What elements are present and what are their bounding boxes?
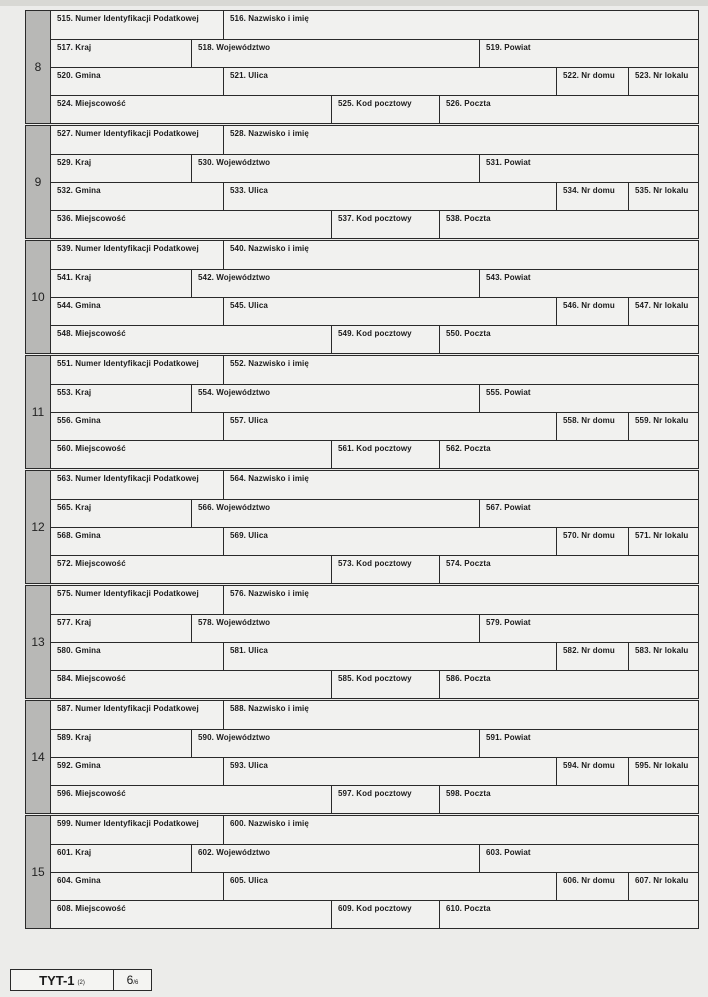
county-field[interactable] xyxy=(479,155,698,182)
locality-field[interactable] xyxy=(51,441,331,468)
name-field[interactable] xyxy=(223,816,698,844)
country-label: 589. Kraj xyxy=(57,733,92,742)
apartment-number-field[interactable] xyxy=(628,643,698,670)
street-label: 605. Ulica xyxy=(230,876,268,885)
county-label: 555. Powiat xyxy=(486,388,531,397)
county-label: 519. Powiat xyxy=(486,43,531,52)
street-row xyxy=(51,758,698,786)
voivodeship-label: 530. Województwo xyxy=(198,158,271,167)
voivodeship-field[interactable] xyxy=(191,40,479,67)
postal-code-label: 525. Kod pocztowy xyxy=(338,99,412,108)
person-section xyxy=(25,240,699,354)
person-section xyxy=(25,585,699,699)
locality-field[interactable] xyxy=(51,96,331,123)
street-field[interactable] xyxy=(223,528,556,555)
locality-label: 572. Miejscowość xyxy=(57,559,126,568)
street-row xyxy=(51,643,698,671)
postal-code-field[interactable] xyxy=(331,786,439,813)
person-section xyxy=(25,355,699,469)
apartment-number-field[interactable] xyxy=(628,183,698,210)
identity-row xyxy=(51,701,698,730)
post-office-field[interactable] xyxy=(439,556,698,583)
locality-label: 524. Miejscowość xyxy=(57,99,126,108)
county-label: 543. Powiat xyxy=(486,273,531,282)
post-office-label: 610. Poczta xyxy=(446,904,491,913)
locality-row xyxy=(51,441,698,468)
commune-field[interactable] xyxy=(51,298,223,325)
form-sections xyxy=(25,10,699,929)
name-label: 552. Nazwisko i imię xyxy=(230,359,309,368)
voivodeship-label: 602. Województwo xyxy=(198,848,271,857)
region-row xyxy=(51,270,698,298)
nip-field[interactable] xyxy=(51,586,223,614)
post-office-field[interactable] xyxy=(439,326,698,353)
postal-code-label: 597. Kod pocztowy xyxy=(338,789,412,798)
name-field[interactable] xyxy=(223,126,698,154)
commune-label: 592. Gmina xyxy=(57,761,101,770)
commune-field[interactable] xyxy=(51,183,223,210)
commune-label: 532. Gmina xyxy=(57,186,101,195)
post-office-field[interactable] xyxy=(439,211,698,238)
page-top-edge xyxy=(0,0,708,6)
person-section xyxy=(25,470,699,584)
street-field[interactable] xyxy=(223,873,556,900)
commune-label: 520. Gmina xyxy=(57,71,101,80)
commune-label: 604. Gmina xyxy=(57,876,101,885)
voivodeship-field[interactable] xyxy=(191,615,479,642)
commune-field[interactable] xyxy=(51,758,223,785)
county-field[interactable] xyxy=(479,730,698,757)
postal-code-label: 585. Kod pocztowy xyxy=(338,674,412,683)
name-field[interactable] xyxy=(223,701,698,729)
country-label: 541. Kraj xyxy=(57,273,92,282)
street-row xyxy=(51,183,698,211)
post-office-field[interactable] xyxy=(439,671,698,698)
nip-field[interactable] xyxy=(51,11,223,39)
commune-label: 580. Gmina xyxy=(57,646,101,655)
locality-label: 584. Miejscowość xyxy=(57,674,126,683)
identity-row xyxy=(51,11,698,40)
locality-label: 560. Miejscowość xyxy=(57,444,126,453)
country-field[interactable] xyxy=(51,615,191,642)
nip-field[interactable] xyxy=(51,356,223,384)
house-number-field[interactable] xyxy=(556,413,628,440)
country-field[interactable] xyxy=(51,385,191,412)
voivodeship-label: 578. Województwo xyxy=(198,618,271,627)
name-label: 564. Nazwisko i imię xyxy=(230,474,309,483)
country-field[interactable] xyxy=(51,730,191,757)
county-field[interactable] xyxy=(479,615,698,642)
apartment-number-field[interactable] xyxy=(628,873,698,900)
county-field[interactable] xyxy=(479,270,698,297)
house-number-field[interactable] xyxy=(556,873,628,900)
section-number: 8 xyxy=(26,11,51,123)
country-label: 517. Kraj xyxy=(57,43,92,52)
locality-row xyxy=(51,556,698,583)
identity-row xyxy=(51,126,698,155)
house-number-field[interactable] xyxy=(556,298,628,325)
locality-field[interactable] xyxy=(51,671,331,698)
apartment-number-label: 583. Nr lokalu xyxy=(635,646,689,655)
county-label: 579. Powiat xyxy=(486,618,531,627)
postal-code-field[interactable] xyxy=(331,671,439,698)
apartment-number-field[interactable] xyxy=(628,413,698,440)
commune-field[interactable] xyxy=(51,643,223,670)
country-label: 601. Kraj xyxy=(57,848,92,857)
identity-row xyxy=(51,241,698,270)
section-number: 11 xyxy=(26,356,51,468)
postal-code-label: 537. Kod pocztowy xyxy=(338,214,412,223)
locality-field[interactable] xyxy=(51,556,331,583)
identity-row xyxy=(51,356,698,385)
apartment-number-field[interactable] xyxy=(628,68,698,95)
house-number-label: 534. Nr domu xyxy=(563,186,615,195)
locality-row xyxy=(51,901,698,928)
street-label: 569. Ulica xyxy=(230,531,268,540)
name-label: 540. Nazwisko i imię xyxy=(230,244,309,253)
postal-code-field[interactable] xyxy=(331,441,439,468)
house-number-label: 522. Nr domu xyxy=(563,71,615,80)
nip-label: 563. Numer Identyfikacji Podatkowej xyxy=(57,474,199,483)
region-row xyxy=(51,40,698,68)
nip-label: 575. Numer Identyfikacji Podatkowej xyxy=(57,589,199,598)
identity-row xyxy=(51,586,698,615)
locality-row xyxy=(51,96,698,123)
postal-code-label: 609. Kod pocztowy xyxy=(338,904,412,913)
region-row xyxy=(51,500,698,528)
nip-field[interactable] xyxy=(51,701,223,729)
voivodeship-field[interactable] xyxy=(191,730,479,757)
region-row xyxy=(51,730,698,758)
locality-row xyxy=(51,786,698,813)
county-field[interactable] xyxy=(479,385,698,412)
voivodeship-field[interactable] xyxy=(191,385,479,412)
nip-field[interactable] xyxy=(51,816,223,844)
commune-field[interactable] xyxy=(51,413,223,440)
section-number: 15 xyxy=(26,816,51,928)
apartment-number-field[interactable] xyxy=(628,758,698,785)
section-number: 12 xyxy=(26,471,51,583)
post-office-label: 574. Poczta xyxy=(446,559,491,568)
house-number-label: 606. Nr domu xyxy=(563,876,615,885)
postal-code-label: 573. Kod pocztowy xyxy=(338,559,412,568)
name-field[interactable] xyxy=(223,241,698,269)
post-office-field[interactable] xyxy=(439,901,698,928)
postal-code-label: 549. Kod pocztowy xyxy=(338,329,412,338)
voivodeship-label: 542. Województwo xyxy=(198,273,271,282)
street-row xyxy=(51,873,698,901)
nip-label: 587. Numer Identyfikacji Podatkowej xyxy=(57,704,199,713)
county-label: 531. Powiat xyxy=(486,158,531,167)
locality-row xyxy=(51,326,698,353)
postal-code-field[interactable] xyxy=(331,326,439,353)
postal-code-field[interactable] xyxy=(331,96,439,123)
street-label: 557. Ulica xyxy=(230,416,268,425)
country-field[interactable] xyxy=(51,845,191,872)
county-label: 591. Powiat xyxy=(486,733,531,742)
street-field[interactable] xyxy=(223,298,556,325)
street-row xyxy=(51,528,698,556)
post-office-label: 598. Poczta xyxy=(446,789,491,798)
post-office-field[interactable] xyxy=(439,786,698,813)
form-footer xyxy=(10,969,152,991)
name-label: 516. Nazwisko i imię xyxy=(230,14,309,23)
identity-row xyxy=(51,816,698,845)
post-office-label: 562. Poczta xyxy=(446,444,491,453)
post-office-field[interactable] xyxy=(439,441,698,468)
post-office-label: 526. Poczta xyxy=(446,99,491,108)
street-field[interactable] xyxy=(223,758,556,785)
region-row xyxy=(51,845,698,873)
street-field[interactable] xyxy=(223,413,556,440)
country-field[interactable] xyxy=(51,500,191,527)
person-section xyxy=(25,815,699,929)
locality-label: 536. Miejscowość xyxy=(57,214,126,223)
street-label: 593. Ulica xyxy=(230,761,268,770)
nip-field[interactable] xyxy=(51,471,223,499)
house-number-field[interactable] xyxy=(556,68,628,95)
locality-field[interactable] xyxy=(51,901,331,928)
nip-field[interactable] xyxy=(51,241,223,269)
county-label: 603. Powiat xyxy=(486,848,531,857)
nip-label: 551. Numer Identyfikacji Podatkowej xyxy=(57,359,199,368)
post-office-field[interactable] xyxy=(439,96,698,123)
person-section xyxy=(25,125,699,239)
form-code-box xyxy=(11,970,114,990)
locality-row xyxy=(51,671,698,698)
name-field[interactable] xyxy=(223,471,698,499)
name-label: 588. Nazwisko i imię xyxy=(230,704,309,713)
post-office-label: 550. Poczta xyxy=(446,329,491,338)
name-field[interactable] xyxy=(223,586,698,614)
street-row xyxy=(51,68,698,96)
postal-code-label: 561. Kod pocztowy xyxy=(338,444,412,453)
house-number-field[interactable] xyxy=(556,758,628,785)
region-row xyxy=(51,615,698,643)
country-field[interactable] xyxy=(51,155,191,182)
postal-code-field[interactable] xyxy=(331,901,439,928)
form-version: (2) xyxy=(77,979,85,986)
apartment-number-label: 547. Nr lokalu xyxy=(635,301,689,310)
house-number-field[interactable] xyxy=(556,528,628,555)
locality-label: 548. Miejscowość xyxy=(57,329,126,338)
country-label: 529. Kraj xyxy=(57,158,92,167)
apartment-number-field[interactable] xyxy=(628,298,698,325)
street-field[interactable] xyxy=(223,68,556,95)
name-field[interactable] xyxy=(223,11,698,39)
identity-row xyxy=(51,471,698,500)
locality-field[interactable] xyxy=(51,326,331,353)
nip-label: 539. Numer Identyfikacji Podatkowej xyxy=(57,244,199,253)
nip-label: 599. Numer Identyfikacji Podatkowej xyxy=(57,819,199,828)
county-field[interactable] xyxy=(479,845,698,872)
post-office-label: 586. Poczta xyxy=(446,674,491,683)
page-current: 6 xyxy=(126,973,134,987)
section-number: 13 xyxy=(26,586,51,698)
street-field[interactable] xyxy=(223,183,556,210)
county-field[interactable] xyxy=(479,40,698,67)
apartment-number-field[interactable] xyxy=(628,528,698,555)
apartment-number-label: 595. Nr lokalu xyxy=(635,761,689,770)
region-row xyxy=(51,385,698,413)
street-label: 581. Ulica xyxy=(230,646,268,655)
locality-row xyxy=(51,211,698,238)
voivodeship-field[interactable] xyxy=(191,500,479,527)
apartment-number-label: 559. Nr lokalu xyxy=(635,416,689,425)
voivodeship-field[interactable] xyxy=(191,155,479,182)
person-section xyxy=(25,700,699,814)
house-number-field[interactable] xyxy=(556,183,628,210)
commune-field[interactable] xyxy=(51,873,223,900)
section-number: 9 xyxy=(26,126,51,238)
house-number-label: 582. Nr domu xyxy=(563,646,615,655)
country-field[interactable] xyxy=(51,40,191,67)
name-label: 600. Nazwisko i imię xyxy=(230,819,309,828)
voivodeship-label: 518. Województwo xyxy=(198,43,271,52)
commune-label: 556. Gmina xyxy=(57,416,101,425)
nip-label: 527. Numer Identyfikacji Podatkowej xyxy=(57,129,199,138)
page-total: /6 xyxy=(133,979,139,986)
locality-label: 596. Miejscowość xyxy=(57,789,126,798)
country-field[interactable] xyxy=(51,270,191,297)
name-field[interactable] xyxy=(223,356,698,384)
street-row xyxy=(51,413,698,441)
country-label: 577. Kraj xyxy=(57,618,92,627)
apartment-number-label: 535. Nr lokalu xyxy=(635,186,689,195)
commune-label: 544. Gmina xyxy=(57,301,101,310)
commune-field[interactable] xyxy=(51,528,223,555)
house-number-label: 546. Nr domu xyxy=(563,301,615,310)
section-number: 14 xyxy=(26,701,51,813)
voivodeship-field[interactable] xyxy=(191,270,479,297)
apartment-number-label: 571. Nr lokalu xyxy=(635,531,689,540)
locality-field[interactable] xyxy=(51,211,331,238)
person-section xyxy=(25,10,699,124)
apartment-number-label: 607. Nr lokalu xyxy=(635,876,689,885)
voivodeship-label: 554. Województwo xyxy=(198,388,271,397)
page-number-box xyxy=(114,970,151,990)
county-label: 567. Powiat xyxy=(486,503,531,512)
name-label: 576. Nazwisko i imię xyxy=(230,589,309,598)
locality-label: 608. Miejscowość xyxy=(57,904,126,913)
street-field[interactable] xyxy=(223,643,556,670)
region-row xyxy=(51,155,698,183)
street-label: 533. Ulica xyxy=(230,186,268,195)
house-number-label: 594. Nr domu xyxy=(563,761,615,770)
nip-label: 515. Numer Identyfikacji Podatkowej xyxy=(57,14,199,23)
commune-field[interactable] xyxy=(51,68,223,95)
locality-field[interactable] xyxy=(51,786,331,813)
house-number-label: 558. Nr domu xyxy=(563,416,615,425)
house-number-label: 570. Nr domu xyxy=(563,531,615,540)
country-label: 565. Kraj xyxy=(57,503,92,512)
name-label: 528. Nazwisko i imię xyxy=(230,129,309,138)
section-number: 10 xyxy=(26,241,51,353)
street-row xyxy=(51,298,698,326)
postal-code-field[interactable] xyxy=(331,556,439,583)
apartment-number-label: 523. Nr lokalu xyxy=(635,71,689,80)
postal-code-field[interactable] xyxy=(331,211,439,238)
voivodeship-label: 590. Województwo xyxy=(198,733,271,742)
voivodeship-label: 566. Województwo xyxy=(198,503,271,512)
street-label: 521. Ulica xyxy=(230,71,268,80)
street-label: 545. Ulica xyxy=(230,301,268,310)
nip-field[interactable] xyxy=(51,126,223,154)
voivodeship-field[interactable] xyxy=(191,845,479,872)
form-code: TYT-1 xyxy=(39,972,75,988)
commune-label: 568. Gmina xyxy=(57,531,101,540)
country-label: 553. Kraj xyxy=(57,388,92,397)
post-office-label: 538. Poczta xyxy=(446,214,491,223)
house-number-field[interactable] xyxy=(556,643,628,670)
county-field[interactable] xyxy=(479,500,698,527)
